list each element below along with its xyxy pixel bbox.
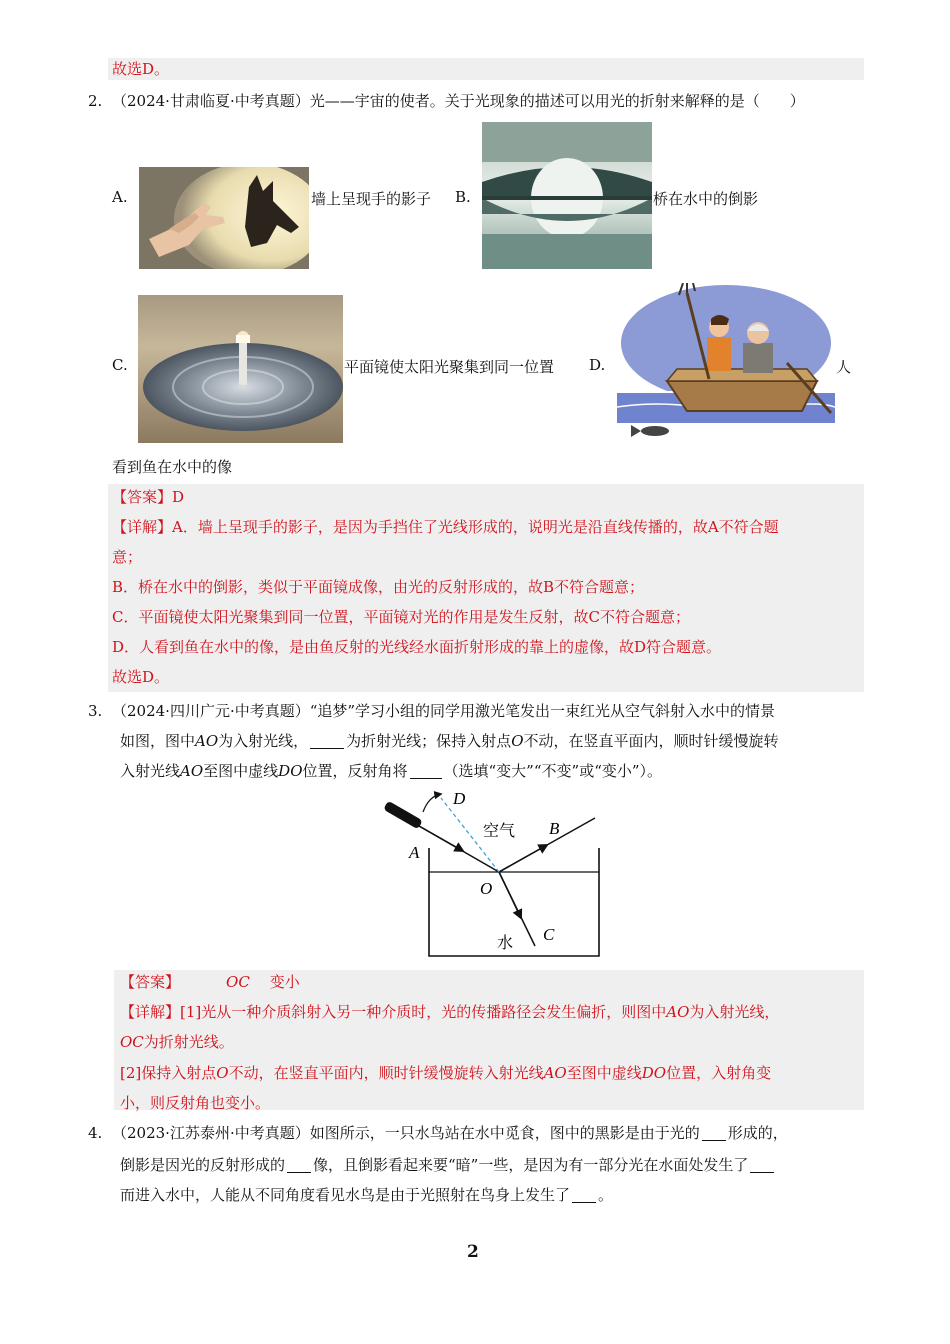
q3-line3-do: DO bbox=[278, 762, 303, 780]
solar-mirror-field-image bbox=[138, 295, 343, 443]
q3-d2-oc: OC bbox=[120, 1033, 144, 1051]
q2-option-d-text-part2: 看到鱼在水中的像 bbox=[112, 458, 233, 476]
q3-d1-ao: AO bbox=[666, 1003, 690, 1021]
q2-option-a-text: 墙上呈现手的影子 bbox=[311, 190, 432, 208]
q2-option-c-text: 平面镜使太阳光聚集到同一位置 bbox=[344, 358, 555, 376]
q2-detail-line-1-text: A．墙上呈现手的影子，是因为手挡住了光线形成的，说明光是沿直线传播的，故A不符合题 bbox=[172, 518, 779, 536]
q3-d3-o: O bbox=[216, 1064, 229, 1082]
bridge-reflection-illustration bbox=[482, 122, 652, 269]
q3-d1-b: 为入射光线， bbox=[689, 1003, 780, 1021]
q2-option-d-label: D. bbox=[589, 356, 606, 374]
q3-line3-d: （选填“变大”“不变”或“变小”）。 bbox=[443, 762, 663, 780]
q3-d3-do: DO bbox=[641, 1064, 667, 1082]
label-air: 空气 bbox=[483, 821, 516, 840]
q3-detail-line-3 bbox=[120, 1058, 771, 1088]
q3-d2-b: 为折射光线。 bbox=[143, 1033, 234, 1051]
q3-number: 3. bbox=[88, 702, 103, 720]
q4-line-2 bbox=[120, 1150, 776, 1180]
q2-detail-line-3: B．桥在水中的倒影，类似于平面镜成像，由光的反射形成的，故B不符合题意； bbox=[112, 578, 645, 596]
q2-option-d-text-part1: 人 bbox=[836, 358, 852, 376]
rotation-arrow-icon bbox=[423, 794, 441, 812]
q3-line-1: （2024·四川广元·中考真题）“追梦”学习小组的同学用激光笔发出一束红光从空气斜射入水中的情景 bbox=[112, 702, 776, 720]
q2-detail-line-2: 意； bbox=[112, 548, 143, 566]
q3-answer-2: 变小 bbox=[269, 973, 300, 991]
q4-blank-1[interactable] bbox=[702, 1124, 726, 1141]
q2-option-b-label: B. bbox=[455, 188, 471, 206]
label-c: C bbox=[543, 925, 555, 944]
q4-line3-a: 而进入水中，人能从不同角度看见水鸟是由于光照射在鸟身上发生了 bbox=[120, 1186, 571, 1204]
q4-blank-4[interactable] bbox=[572, 1186, 596, 1203]
label-a: A bbox=[409, 843, 420, 862]
reflected-ray-arrow bbox=[499, 845, 547, 872]
q3-detail-line-2 bbox=[120, 1027, 234, 1057]
q3-detail-line-1 bbox=[120, 997, 779, 1027]
q2-answer-value: D bbox=[172, 488, 185, 506]
q3-line-2 bbox=[120, 726, 779, 756]
q3-detail-line-4: 小，则反射角也变小。 bbox=[120, 1094, 271, 1112]
q2-answer bbox=[112, 482, 184, 512]
q3-d3-a: [2]保持入射点 bbox=[120, 1064, 217, 1082]
q3-detail-tag: 【详解】 bbox=[120, 1003, 181, 1021]
q4-line-1 bbox=[112, 1118, 788, 1148]
q2-detail-tag: 【详解】 bbox=[112, 518, 173, 536]
q4-line1-b: 形成的， bbox=[727, 1124, 788, 1142]
q3-line3-c: 位置，反射角将 bbox=[302, 762, 408, 780]
refracted-ray-arrow bbox=[499, 872, 521, 918]
q4-line-3 bbox=[120, 1180, 613, 1210]
q4-line2-a: 倒影是因光的反射形成的 bbox=[120, 1156, 286, 1174]
q3-answer-tag: 【答案】 bbox=[120, 973, 181, 991]
label-water: 水 bbox=[497, 933, 514, 952]
q2-detail-line-5: D．人看到鱼在水中的像，是由鱼反射的光线经水面折射形成的靠上的虚像，故D符合题意。 bbox=[112, 638, 722, 656]
q3-blank-2[interactable] bbox=[410, 762, 442, 779]
q4-line3-b: 。 bbox=[598, 1186, 614, 1204]
q2-option-c-label: C. bbox=[112, 356, 128, 374]
q3-answer-1: OC bbox=[226, 973, 250, 991]
q3-line3-a: 入射光线 bbox=[120, 762, 181, 780]
q4-blank-2[interactable] bbox=[287, 1156, 311, 1173]
q2-option-b-text: 桥在水中的倒影 bbox=[653, 190, 759, 208]
fisherman-boat-image bbox=[617, 283, 835, 443]
q2-detail-line-1 bbox=[112, 512, 779, 542]
q2-detail-line-6: 故选D。 bbox=[112, 668, 170, 686]
solar-mirror-field-illustration bbox=[138, 295, 343, 443]
q3-answer bbox=[120, 967, 300, 997]
q2-answer-tag: 【答案】 bbox=[112, 488, 173, 506]
q4-line1-a: （2023·江苏泰州·中考真题）如图所示，一只水鸟站在水中觅食，图中的黑影是由于光的 bbox=[112, 1124, 700, 1142]
q4-number: 4. bbox=[88, 1124, 103, 1142]
q3-blank-1[interactable] bbox=[310, 732, 344, 749]
q3-d3-d: 位置，入射角变 bbox=[666, 1064, 772, 1082]
q3-line2-o: O bbox=[511, 732, 524, 750]
hand-shadow-illustration bbox=[139, 167, 309, 269]
q3-line3-ao: AO bbox=[180, 762, 204, 780]
q3-line3-b: 至图中虚线 bbox=[203, 762, 279, 780]
q2-number: 2. bbox=[88, 92, 103, 110]
page-number: 2 bbox=[467, 1242, 479, 1262]
q3-line2-b: 为入射光线， bbox=[218, 732, 309, 750]
q3-d1-a: [1]光从一种介质斜射入另一种介质时，光的传播路径会发生偏折，则图中 bbox=[180, 1003, 667, 1021]
q2-option-a-label: A. bbox=[112, 188, 128, 206]
q3-d3-b: 不动，在竖直平面内，顺时针缓慢旋转入射光线 bbox=[228, 1064, 544, 1082]
q3-d3-ao: AO bbox=[543, 1064, 567, 1082]
q2-detail-line-4: C．平面镜使太阳光聚集到同一位置，平面镜对光的作用是发生反射，故C不符合题意； bbox=[112, 608, 690, 626]
q3-line2-d: 不动，在竖直平面内，顺时针缓慢旋转 bbox=[523, 732, 779, 750]
q3-line2-c: 为折射光线；保持入射点 bbox=[346, 732, 512, 750]
incident-ray-arrow bbox=[419, 826, 463, 851]
top-answer-band bbox=[108, 58, 864, 80]
top-answer-text: 故选D。 bbox=[112, 60, 170, 78]
hand-shadow-image bbox=[139, 167, 309, 269]
laser-pen-icon bbox=[383, 801, 423, 830]
label-d: D bbox=[453, 789, 466, 808]
q2-stem: （2024·甘肃临夏·中考真题）光——宇宙的使者。关于光现象的描述可以用光的折射来解释的是（ ） bbox=[112, 92, 805, 110]
label-o: O bbox=[480, 879, 493, 898]
q4-line2-b: 像，且倒影看起来要“暗”一些，是因为有一部分光在水面处发生了 bbox=[313, 1156, 749, 1174]
q4-blank-3[interactable] bbox=[750, 1156, 774, 1173]
q3-line2-a: 如图，图中 bbox=[120, 732, 196, 750]
bridge-reflection-image bbox=[482, 122, 652, 269]
refraction-diagram bbox=[375, 782, 615, 957]
label-b: B bbox=[549, 819, 560, 838]
q3-d3-c: 至图中虚线 bbox=[566, 1064, 642, 1082]
fisherman-boat-illustration bbox=[617, 283, 835, 443]
q3-line2-ao: AO bbox=[195, 732, 219, 750]
